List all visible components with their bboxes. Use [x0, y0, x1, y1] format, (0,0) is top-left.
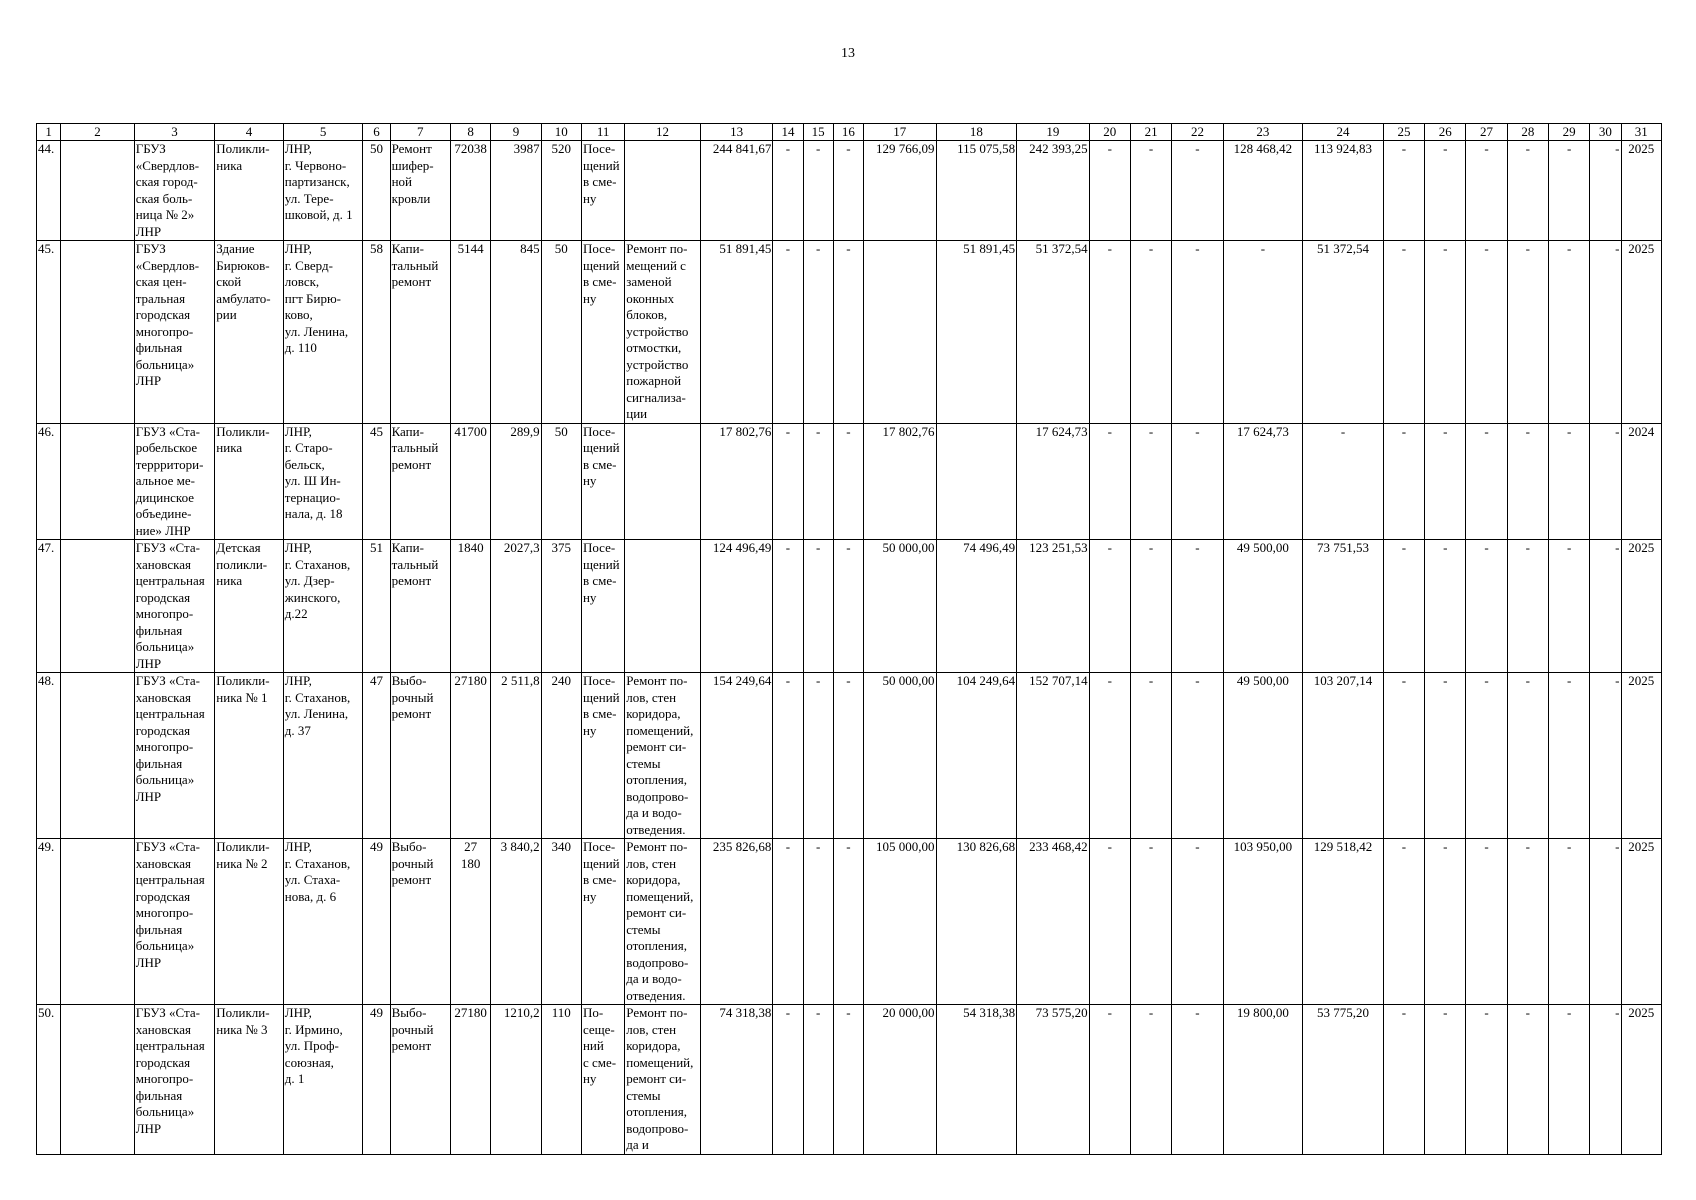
- col-23-cell: 49 500,00: [1223, 673, 1303, 839]
- column-header-26: 26: [1425, 124, 1466, 141]
- col-18-cell: 115 075,58: [936, 141, 1017, 241]
- col-28-cell: -: [1507, 839, 1548, 1005]
- col-15-cell: -: [803, 673, 833, 839]
- col-2-cell: [61, 673, 135, 839]
- column-header-20: 20: [1089, 124, 1130, 141]
- col-26-cell: -: [1425, 1005, 1466, 1155]
- col-24-cell: 129 518,42: [1303, 839, 1384, 1005]
- organization-cell: ГБУЗ «Ста- хановская центральная городская многопро- фильная больница» ЛНР: [134, 1005, 215, 1155]
- work-type-cell: Выбо- рочный ремонт: [390, 673, 450, 839]
- col-6-cell: 47: [363, 673, 390, 839]
- col-14-cell: -: [773, 1005, 803, 1155]
- col-22-cell: -: [1172, 839, 1223, 1005]
- col-17-cell: [864, 241, 937, 424]
- row-number: 48.: [37, 673, 61, 839]
- col-23-cell: 103 950,00: [1223, 839, 1303, 1005]
- col-14-cell: -: [773, 540, 803, 673]
- capacity-unit-cell: Посе- щений в сме- ну: [581, 141, 624, 241]
- col-18-cell: 74 496,49: [936, 540, 1017, 673]
- col-30-cell: -: [1590, 141, 1621, 241]
- col-27-cell: -: [1466, 423, 1507, 540]
- col-8-cell: 27180: [451, 1005, 491, 1155]
- table-row: [37, 141, 1662, 241]
- work-description-cell: [625, 540, 701, 673]
- col-21-cell: -: [1130, 1005, 1171, 1155]
- row-number: 45.: [37, 241, 61, 424]
- col-20-cell: -: [1089, 1005, 1130, 1155]
- col-14-cell: -: [773, 241, 803, 424]
- col-14-cell: -: [773, 673, 803, 839]
- address-cell: ЛНР, г. Стаханов, ул. Ленина, д. 37: [283, 673, 363, 839]
- object-cell: Детская поликли- ника: [215, 540, 284, 673]
- col-26-cell: -: [1425, 540, 1466, 673]
- col-15-cell: -: [803, 141, 833, 241]
- col-28-cell: -: [1507, 1005, 1548, 1155]
- row-number: 47.: [37, 540, 61, 673]
- table-row: [37, 1005, 1662, 1155]
- address-cell: ЛНР, г. Ирмино, ул. Проф- союзная, д. 1: [283, 1005, 363, 1155]
- col-27-cell: -: [1466, 241, 1507, 424]
- col-30-cell: -: [1590, 673, 1621, 839]
- col-29-cell: -: [1548, 673, 1589, 839]
- organization-cell: ГБУЗ «Ста- робельское террритори- альное ме- дицинское объедине- ние» ЛНР: [134, 423, 215, 540]
- column-header-28: 28: [1507, 124, 1548, 141]
- col-25-cell: -: [1383, 141, 1424, 241]
- col-30-cell: -: [1590, 540, 1621, 673]
- col-24-cell: 51 372,54: [1303, 241, 1384, 424]
- col-29-cell: -: [1548, 241, 1589, 424]
- col-8-cell: 5144: [451, 241, 491, 424]
- col-26-cell: -: [1425, 241, 1466, 424]
- organization-cell: ГБУЗ «Ста- хановская центральная городская многопро- фильная больница» ЛНР: [134, 673, 215, 839]
- col-6-cell: 49: [363, 1005, 390, 1155]
- col-27-cell: -: [1466, 141, 1507, 241]
- col-16-cell: -: [833, 839, 863, 1005]
- col-19-cell: 17 624,73: [1017, 423, 1090, 540]
- col-28-cell: -: [1507, 423, 1548, 540]
- col-13-cell: 74 318,38: [700, 1005, 773, 1155]
- col-2-cell: [61, 141, 135, 241]
- col-22-cell: -: [1172, 241, 1223, 424]
- column-header-19: 19: [1017, 124, 1090, 141]
- column-header-23: 23: [1223, 124, 1303, 141]
- col-2-cell: [61, 839, 135, 1005]
- col-6-cell: 51: [363, 540, 390, 673]
- col-22-cell: -: [1172, 540, 1223, 673]
- col-26-cell: -: [1425, 839, 1466, 1005]
- work-type-cell: Выбо- рочный ремонт: [390, 839, 450, 1005]
- column-header-16: 16: [833, 124, 863, 141]
- column-header-3: 3: [134, 124, 215, 141]
- col-9-cell: 1210,2: [491, 1005, 541, 1155]
- address-cell: ЛНР, г. Сверд- ловск, пгт Бирю- ково, ул. Ленина, д. 110: [283, 241, 363, 424]
- col-27-cell: -: [1466, 673, 1507, 839]
- object-cell: Поликли- ника: [215, 141, 284, 241]
- col-15-cell: -: [803, 1005, 833, 1155]
- column-header-31: 31: [1621, 124, 1662, 141]
- col-29-cell: -: [1548, 1005, 1589, 1155]
- col-19-cell: 51 372,54: [1017, 241, 1090, 424]
- col-25-cell: -: [1383, 241, 1424, 424]
- column-header-14: 14: [773, 124, 803, 141]
- organization-cell: ГБУЗ «Свердлов- ская цен- тральная городская многопро- фильная больница» ЛНР: [134, 241, 215, 424]
- col-18-cell: 51 891,45: [936, 241, 1017, 424]
- column-header-29: 29: [1548, 124, 1589, 141]
- col-23-cell: -: [1223, 241, 1303, 424]
- col-29-cell: -: [1548, 540, 1589, 673]
- column-header-25: 25: [1383, 124, 1424, 141]
- col-13-cell: 154 249,64: [700, 673, 773, 839]
- col-10-cell: 520: [541, 141, 581, 241]
- col-19-cell: 123 251,53: [1017, 540, 1090, 673]
- year-cell: 2025: [1621, 673, 1662, 839]
- col-29-cell: -: [1548, 839, 1589, 1005]
- column-header-1: 1: [37, 124, 61, 141]
- col-26-cell: -: [1425, 673, 1466, 839]
- col-10-cell: 340: [541, 839, 581, 1005]
- col-6-cell: 50: [363, 141, 390, 241]
- col-21-cell: -: [1130, 423, 1171, 540]
- col-10-cell: 375: [541, 540, 581, 673]
- col-28-cell: -: [1507, 241, 1548, 424]
- col-8-cell: 27 180: [451, 839, 491, 1005]
- col-24-cell: 53 775,20: [1303, 1005, 1384, 1155]
- year-cell: 2025: [1621, 540, 1662, 673]
- col-23-cell: 17 624,73: [1223, 423, 1303, 540]
- col-21-cell: -: [1130, 241, 1171, 424]
- capacity-unit-cell: Посе- щений в сме- ну: [581, 673, 624, 839]
- col-22-cell: -: [1172, 673, 1223, 839]
- col-15-cell: -: [803, 423, 833, 540]
- column-header-10: 10: [541, 124, 581, 141]
- organization-cell: ГБУЗ «Ста- хановская центральная городская многопро- фильная больница» ЛНР: [134, 540, 215, 673]
- col-30-cell: -: [1590, 241, 1621, 424]
- table-row: [37, 423, 1662, 540]
- column-header-6: 6: [363, 124, 390, 141]
- col-21-cell: -: [1130, 540, 1171, 673]
- col-14-cell: -: [773, 839, 803, 1005]
- organization-cell: ГБУЗ «Ста- хановская центральная городская многопро- фильная больница» ЛНР: [134, 839, 215, 1005]
- col-26-cell: -: [1425, 423, 1466, 540]
- col-15-cell: -: [803, 241, 833, 424]
- col-14-cell: -: [773, 423, 803, 540]
- col-10-cell: 50: [541, 241, 581, 424]
- col-17-cell: 50 000,00: [864, 540, 937, 673]
- col-17-cell: 129 766,09: [864, 141, 937, 241]
- col-8-cell: 1840: [451, 540, 491, 673]
- col-23-cell: 49 500,00: [1223, 540, 1303, 673]
- col-20-cell: -: [1089, 540, 1130, 673]
- col-29-cell: -: [1548, 141, 1589, 241]
- col-2-cell: [61, 423, 135, 540]
- table-row: [37, 673, 1662, 839]
- column-header-30: 30: [1590, 124, 1621, 141]
- col-13-cell: 244 841,67: [700, 141, 773, 241]
- col-20-cell: -: [1089, 423, 1130, 540]
- row-number: 44.: [37, 141, 61, 241]
- col-19-cell: 233 468,42: [1017, 839, 1090, 1005]
- year-cell: 2024: [1621, 423, 1662, 540]
- col-16-cell: -: [833, 673, 863, 839]
- col-13-cell: 17 802,76: [700, 423, 773, 540]
- col-22-cell: -: [1172, 141, 1223, 241]
- col-19-cell: 242 393,25: [1017, 141, 1090, 241]
- col-27-cell: -: [1466, 1005, 1507, 1155]
- work-type-cell: Выбо- рочный ремонт: [390, 1005, 450, 1155]
- col-26-cell: -: [1425, 141, 1466, 241]
- work-description-cell: Ремонт по- мещений с заменой оконных блоков, устройство отмостки, устройство пожарной сигнализа- ции: [625, 241, 701, 424]
- col-8-cell: 72038: [451, 141, 491, 241]
- col-23-cell: 19 800,00: [1223, 1005, 1303, 1155]
- column-header-11: 11: [581, 124, 624, 141]
- column-header-7: 7: [390, 124, 450, 141]
- work-type-cell: Капи- тальный ремонт: [390, 241, 450, 424]
- year-cell: 2025: [1621, 141, 1662, 241]
- row-number: 50.: [37, 1005, 61, 1155]
- work-type-cell: Капи- тальный ремонт: [390, 540, 450, 673]
- col-9-cell: 3 840,2: [491, 839, 541, 1005]
- col-22-cell: -: [1172, 423, 1223, 540]
- column-header-4: 4: [215, 124, 284, 141]
- column-header-27: 27: [1466, 124, 1507, 141]
- work-description-cell: Ремонт по- лов, стен коридора, помещений, ремонт си- стемы отопления, водопрово- да и водо- отведения.: [625, 839, 701, 1005]
- column-header-24: 24: [1303, 124, 1384, 141]
- col-10-cell: 110: [541, 1005, 581, 1155]
- col-16-cell: -: [833, 241, 863, 424]
- object-cell: Поликли- ника № 3: [215, 1005, 284, 1155]
- register-table: [36, 123, 1662, 1155]
- work-description-cell: Ремонт по- лов, стен коридора, помещений, ремонт си- стемы отопления, водопрово- да и: [625, 1005, 701, 1155]
- col-8-cell: 41700: [451, 423, 491, 540]
- col-6-cell: 49: [363, 839, 390, 1005]
- col-17-cell: 50 000,00: [864, 673, 937, 839]
- col-29-cell: -: [1548, 423, 1589, 540]
- col-28-cell: -: [1507, 673, 1548, 839]
- col-19-cell: 152 707,14: [1017, 673, 1090, 839]
- column-header-2: 2: [61, 124, 135, 141]
- column-header-17: 17: [864, 124, 937, 141]
- col-13-cell: 235 826,68: [700, 839, 773, 1005]
- col-6-cell: 58: [363, 241, 390, 424]
- col-2-cell: [61, 540, 135, 673]
- col-24-cell: 113 924,83: [1303, 141, 1384, 241]
- col-20-cell: -: [1089, 141, 1130, 241]
- work-description-cell: [625, 423, 701, 540]
- col-18-cell: 54 318,38: [936, 1005, 1017, 1155]
- col-23-cell: 128 468,42: [1223, 141, 1303, 241]
- year-cell: 2025: [1621, 1005, 1662, 1155]
- row-number: 46.: [37, 423, 61, 540]
- col-24-cell: -: [1303, 423, 1384, 540]
- column-header-13: 13: [700, 124, 773, 141]
- capacity-unit-cell: По- сеще- ний с сме- ну: [581, 1005, 624, 1155]
- capacity-unit-cell: Посе- щений в сме- ну: [581, 423, 624, 540]
- col-30-cell: -: [1590, 423, 1621, 540]
- column-header-9: 9: [491, 124, 541, 141]
- col-9-cell: 3987: [491, 141, 541, 241]
- col-8-cell: 27180: [451, 673, 491, 839]
- col-10-cell: 240: [541, 673, 581, 839]
- col-17-cell: 105 000,00: [864, 839, 937, 1005]
- col-6-cell: 45: [363, 423, 390, 540]
- col-22-cell: -: [1172, 1005, 1223, 1155]
- col-9-cell: 2 511,8: [491, 673, 541, 839]
- col-27-cell: -: [1466, 540, 1507, 673]
- col-19-cell: 73 575,20: [1017, 1005, 1090, 1155]
- col-27-cell: -: [1466, 839, 1507, 1005]
- col-21-cell: -: [1130, 673, 1171, 839]
- header-row: [37, 124, 1662, 141]
- col-10-cell: 50: [541, 423, 581, 540]
- column-header-21: 21: [1130, 124, 1171, 141]
- col-18-cell: 104 249,64: [936, 673, 1017, 839]
- capacity-unit-cell: Посе- щений в сме- ну: [581, 241, 624, 424]
- work-type-cell: Ремонт шифер- ной кровли: [390, 141, 450, 241]
- work-description-cell: [625, 141, 701, 241]
- col-2-cell: [61, 1005, 135, 1155]
- column-header-18: 18: [936, 124, 1017, 141]
- address-cell: ЛНР, г. Червоно- партизанск, ул. Тере- шковой, д. 1: [283, 141, 363, 241]
- col-20-cell: -: [1089, 839, 1130, 1005]
- col-25-cell: -: [1383, 839, 1424, 1005]
- col-15-cell: -: [803, 839, 833, 1005]
- address-cell: ЛНР, г. Стаханов, ул. Стаха- нова, д. 6: [283, 839, 363, 1005]
- col-18-cell: [936, 423, 1017, 540]
- organization-cell: ГБУЗ «Свердлов- ская город- ская боль- ница № 2» ЛНР: [134, 141, 215, 241]
- table-row: [37, 839, 1662, 1005]
- address-cell: ЛНР, г. Стаханов, ул. Дзер- жинского, д.22: [283, 540, 363, 673]
- object-cell: Здание Бирюков- ской амбулато- рии: [215, 241, 284, 424]
- table-row: [37, 241, 1662, 424]
- col-9-cell: 289,9: [491, 423, 541, 540]
- object-cell: Поликли- ника № 1: [215, 673, 284, 839]
- object-cell: Поликли- ника № 2: [215, 839, 284, 1005]
- col-20-cell: -: [1089, 241, 1130, 424]
- year-cell: 2025: [1621, 241, 1662, 424]
- work-description-cell: Ремонт по- лов, стен коридора, помещений, ремонт си- стемы отопления, водопрово- да и водо- отведения.: [625, 673, 701, 839]
- col-17-cell: 17 802,76: [864, 423, 937, 540]
- capacity-unit-cell: Посе- щений в сме- ну: [581, 540, 624, 673]
- col-30-cell: -: [1590, 839, 1621, 1005]
- year-cell: 2025: [1621, 839, 1662, 1005]
- column-header-15: 15: [803, 124, 833, 141]
- col-9-cell: 845: [491, 241, 541, 424]
- col-18-cell: 130 826,68: [936, 839, 1017, 1005]
- column-header-12: 12: [625, 124, 701, 141]
- col-13-cell: 124 496,49: [700, 540, 773, 673]
- row-number: 49.: [37, 839, 61, 1005]
- address-cell: ЛНР, г. Старо- бельск, ул. Ш Ин- тернацио- нала, д. 18: [283, 423, 363, 540]
- column-header-8: 8: [451, 124, 491, 141]
- col-16-cell: -: [833, 141, 863, 241]
- col-28-cell: -: [1507, 141, 1548, 241]
- col-14-cell: -: [773, 141, 803, 241]
- col-16-cell: -: [833, 1005, 863, 1155]
- col-25-cell: -: [1383, 540, 1424, 673]
- col-20-cell: -: [1089, 673, 1130, 839]
- work-type-cell: Капи- тальный ремонт: [390, 423, 450, 540]
- col-24-cell: 103 207,14: [1303, 673, 1384, 839]
- col-21-cell: -: [1130, 839, 1171, 1005]
- column-header-22: 22: [1172, 124, 1223, 141]
- col-25-cell: -: [1383, 1005, 1424, 1155]
- col-9-cell: 2027,3: [491, 540, 541, 673]
- col-25-cell: -: [1383, 673, 1424, 839]
- capacity-unit-cell: Посе- щений в сме- ну: [581, 839, 624, 1005]
- col-28-cell: -: [1507, 540, 1548, 673]
- col-16-cell: -: [833, 540, 863, 673]
- col-21-cell: -: [1130, 141, 1171, 241]
- col-24-cell: 73 751,53: [1303, 540, 1384, 673]
- col-15-cell: -: [803, 540, 833, 673]
- col-17-cell: 20 000,00: [864, 1005, 937, 1155]
- col-25-cell: -: [1383, 423, 1424, 540]
- table-row: [37, 540, 1662, 673]
- column-header-5: 5: [283, 124, 363, 141]
- object-cell: Поликли- ника: [215, 423, 284, 540]
- col-30-cell: -: [1590, 1005, 1621, 1155]
- col-13-cell: 51 891,45: [700, 241, 773, 424]
- col-16-cell: -: [833, 423, 863, 540]
- col-2-cell: [61, 241, 135, 424]
- page-number: 13: [841, 46, 855, 61]
